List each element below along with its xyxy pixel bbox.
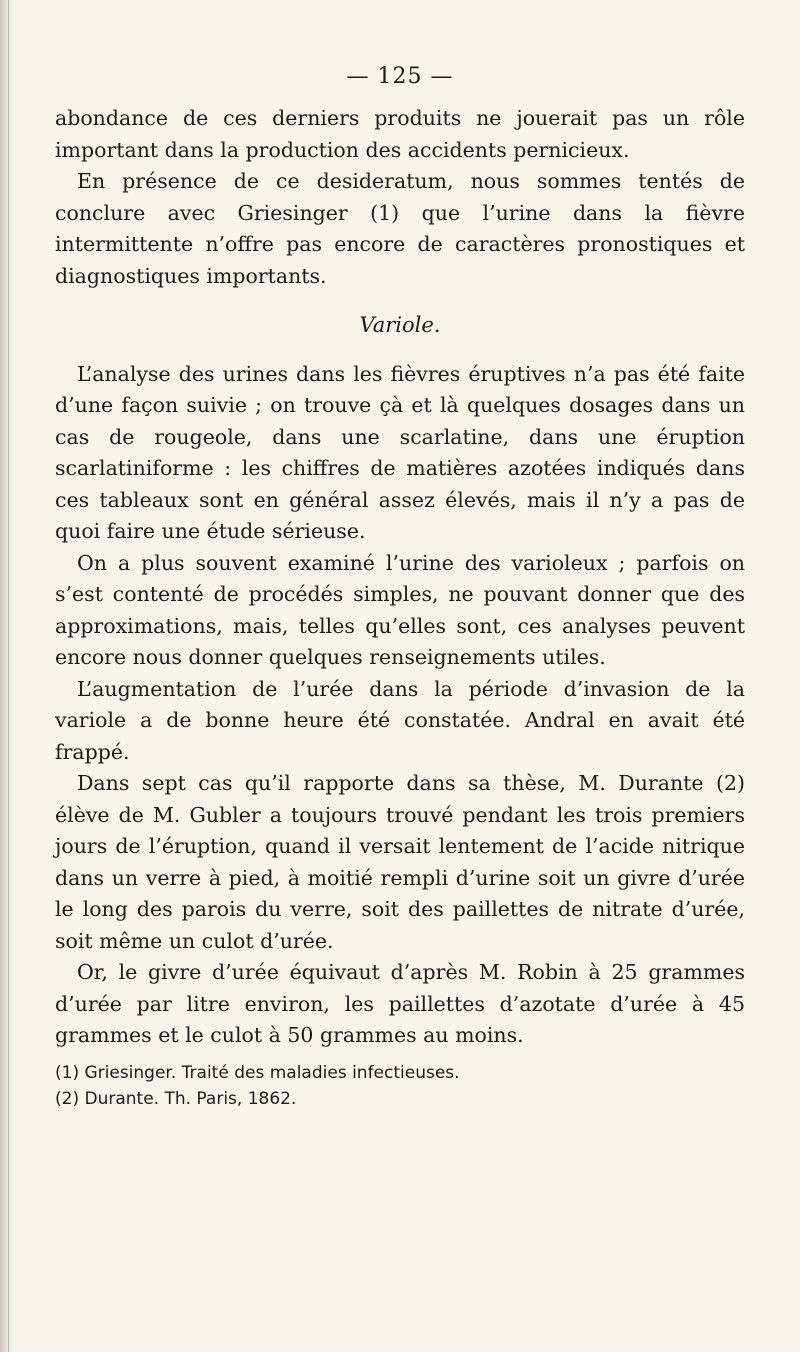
paragraph-griesinger: En présence de ce desideratum, nous sommes tentés de conclure avec Griesinger (1) que l’urine dans la fièvre intermittente n’offre pas encore de caractères pronostiques et diagnostiques importants. bbox=[55, 169, 745, 288]
footnote-2: (2) Durante. Th. Paris, 1862. bbox=[55, 1088, 297, 1109]
paragraph-continuation: abondance de ces derniers produits ne jouerait pas un rôle important dans la production des accidents pernicieux. bbox=[55, 106, 745, 162]
page-number: — 125 — bbox=[346, 64, 454, 89]
section-title: Variole. bbox=[359, 313, 441, 337]
page-edge-line bbox=[8, 0, 9, 1352]
paragraph-varioleux: On a plus souvent examiné l’urine des varioleux ; parfois on s’est contenté de procédés simples, ne pouvant donner que des approximations, mais, telles qu’elles sont, ces analyses peuvent encore nous donner quelques renseignements utiles. bbox=[55, 550, 745, 669]
page-edge-shadow bbox=[0, 0, 14, 1352]
paragraph-durante: Dans sept cas qu’il rapporte dans sa thèse, M. Durante (2) élève de M. Gubler a toujours trouvé pendant les trois premiers jours de l’éruption, quand il versait lentement de l’acide nitrique dans un verre à pied, à moitié rempli d’urine soit un givre d’urée le long des parois du verre, soit des paillettes de nitrate d’urée, soit même un culot d’urée. bbox=[55, 771, 745, 953]
paragraph-augmentation: L’augmentation de l’urée dans la période d’invasion de la variole a de bonne heure été constatée. Andral en avait été frappé. bbox=[55, 676, 745, 764]
footnote-1: (1) Griesinger. Traité des maladies infectieuses. bbox=[55, 1062, 460, 1083]
book-page bbox=[55, 64, 745, 1112]
paragraph-givre: Or, le givre d’urée équivaut d’après M. Robin à 25 grammes d’urée par litre environ, les paillettes d’azotate d’urée à 45 grammes et le culot à 50 grammes au moins. bbox=[55, 960, 745, 1047]
footnotes bbox=[55, 1060, 745, 1112]
paragraph-analyse: L’analyse des urines dans les fièvres éruptives n’a pas été faite d’une façon suivie ; on trouve çà et là quelques dosages dans un cas de rougeole, dans une scarlatine, dans une éruption scarlatiniforme : les chiffres de matières azotées indiqués dans ces tableaux sont en général assez élevés, mais il n’y a pas de quoi faire une étude sérieuse. bbox=[55, 361, 745, 543]
